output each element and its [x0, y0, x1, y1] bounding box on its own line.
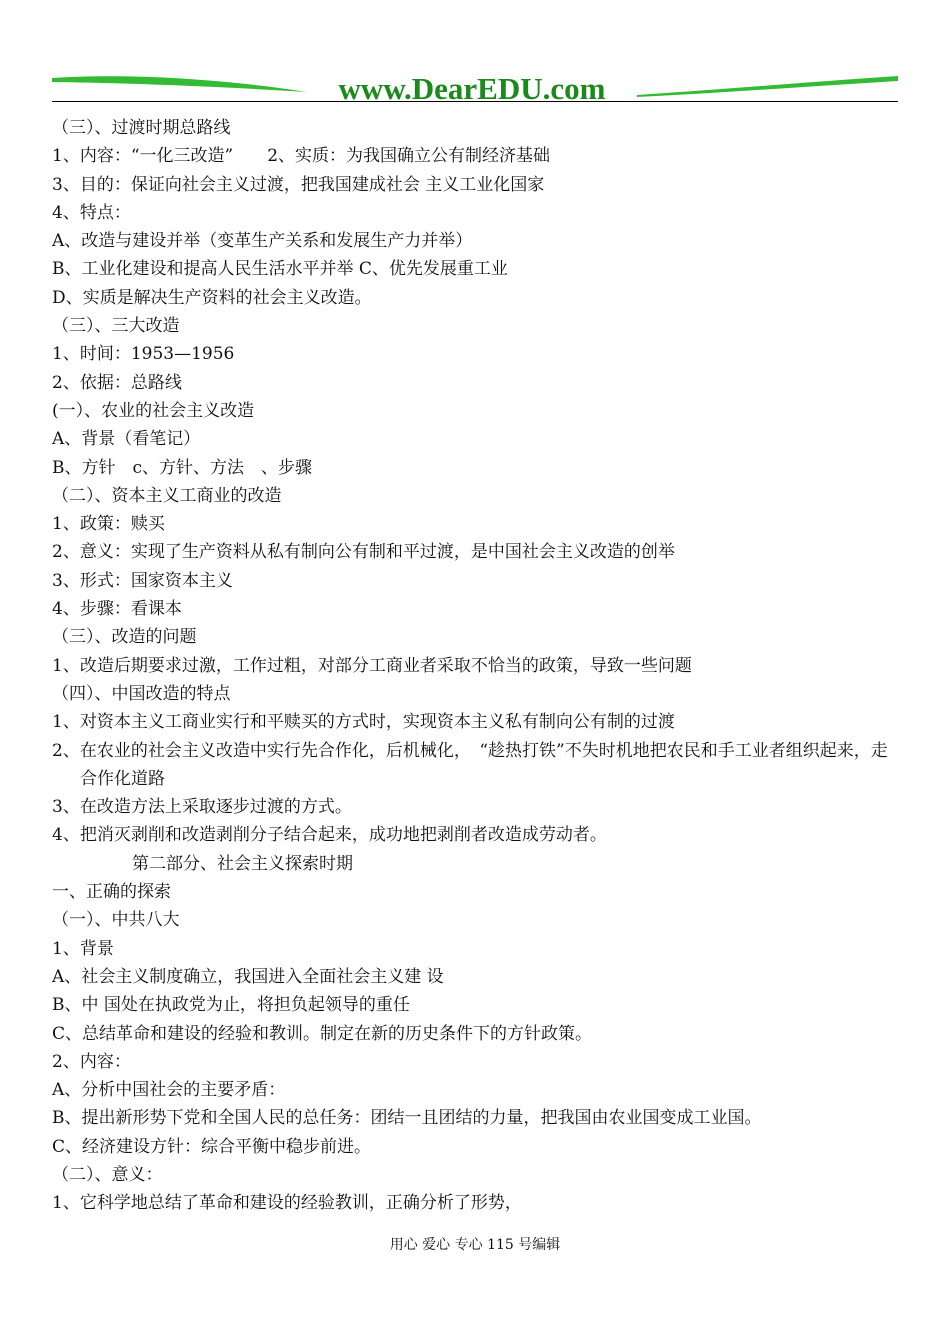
- text-line: 1、内容：“一化三改造” 2、实质：为我国确立公有制经济基础: [52, 146, 551, 167]
- text-line: C、经济建设方针：综合平衡中稳步前进。: [52, 1136, 372, 1157]
- text-line: （三）、改造的问题: [52, 627, 197, 648]
- text-line: A、改造与建设并举（变革生产关系和发展生产力并举）: [52, 231, 473, 252]
- left-swoosh: [52, 76, 307, 92]
- page-footer: 用心 爱心 专心 115 号编辑: [389, 1237, 561, 1253]
- text-line: B、提出新形势下党和全国人民的总任务：团结一且团结的力量，把我国由农业国变成工业国。: [52, 1108, 762, 1129]
- text-line: 1、政策：赎买: [52, 514, 165, 535]
- text-line: 一、正确的探索: [52, 882, 171, 903]
- text-line: （四）、中国改造的特点: [52, 683, 231, 704]
- text-line: （二）、意义：: [52, 1164, 163, 1185]
- text-line: （三）、过渡时期总路线: [52, 118, 231, 138]
- text-line: 2、在农业的社会主义改造中实行先合作化，后机械化， “趁热打铁”不失时机地把农民和手工业者组织起来，走合作化道路: [52, 740, 888, 789]
- text-line: 3、在改造方法上采取逐步过渡的方式。: [52, 797, 352, 818]
- text-line: 1、时间：1953—1956: [52, 344, 235, 365]
- text-line: 2、内容：: [52, 1051, 131, 1072]
- text-line: 1、它科学地总结了革命和建设的经验教训，正确分析了形势，: [52, 1193, 522, 1214]
- text-line: A、分析中国社会的主要矛盾：: [52, 1080, 286, 1101]
- text-line: 1、对资本主义工商业实行和平赎买的方式时，实现资本主义私有制向公有制的过渡: [52, 712, 675, 733]
- text-line: （二）、资本主义工商业的改造: [52, 485, 282, 506]
- right-swoosh: [637, 76, 898, 97]
- text-line: C、总结革命和建设的经验和教训。制定在新的历史条件下的方针政策。: [52, 1023, 593, 1044]
- header-rule: [52, 101, 898, 102]
- text-line: A、背景（看笔记）: [52, 429, 201, 450]
- text-line: 1、背景: [52, 938, 114, 959]
- text-line: 2、依据：总路线: [52, 372, 182, 393]
- text-line: （一）、中共八大: [52, 910, 180, 931]
- text-line: B、中 国处在执政党为止，将担负起领导的重任: [52, 995, 410, 1016]
- text-line: D、实质是解决生产资料的社会主义改造。: [52, 287, 372, 308]
- text-line: 2、意义：实现了生产资料从私有制向公有制和平过渡，是中国社会主义改造的创举: [52, 542, 675, 563]
- text-line: B、方针 c、方针、方法 、步骤: [52, 457, 313, 478]
- document-body: [52, 114, 902, 1218]
- text-line: 4、步骤：看课本: [52, 599, 182, 620]
- text-line: B、工业化建设和提高人民生活水平并举 C、优先发展重工业: [52, 259, 508, 280]
- text-line: 4、特点：: [52, 202, 131, 223]
- text-line: 3、目的：保证向社会主义过渡，把我国建成社会 主义工业化国家: [52, 174, 545, 195]
- text-line: (一）、农业的社会主义改造: [52, 400, 255, 421]
- section-heading: 第二部分、社会主义探索时期: [132, 853, 353, 874]
- text-line: A、社会主义制度确立，我国进入全面社会主义建 设: [52, 966, 444, 987]
- text-line: （三）、三大改造: [52, 316, 180, 337]
- text-line: 4、把消灭剥削和改造剥削分子结合起来，成功地把剥削者改造成劳动者。: [52, 825, 607, 846]
- site-logo-text: www.DearEDU.com: [338, 71, 606, 106]
- text-line: 3、形式：国家资本主义: [52, 570, 233, 591]
- text-line: 1、改造后期要求过激，工作过粗，对部分工商业者采取不恰当的政策，导致一些问题: [52, 655, 692, 676]
